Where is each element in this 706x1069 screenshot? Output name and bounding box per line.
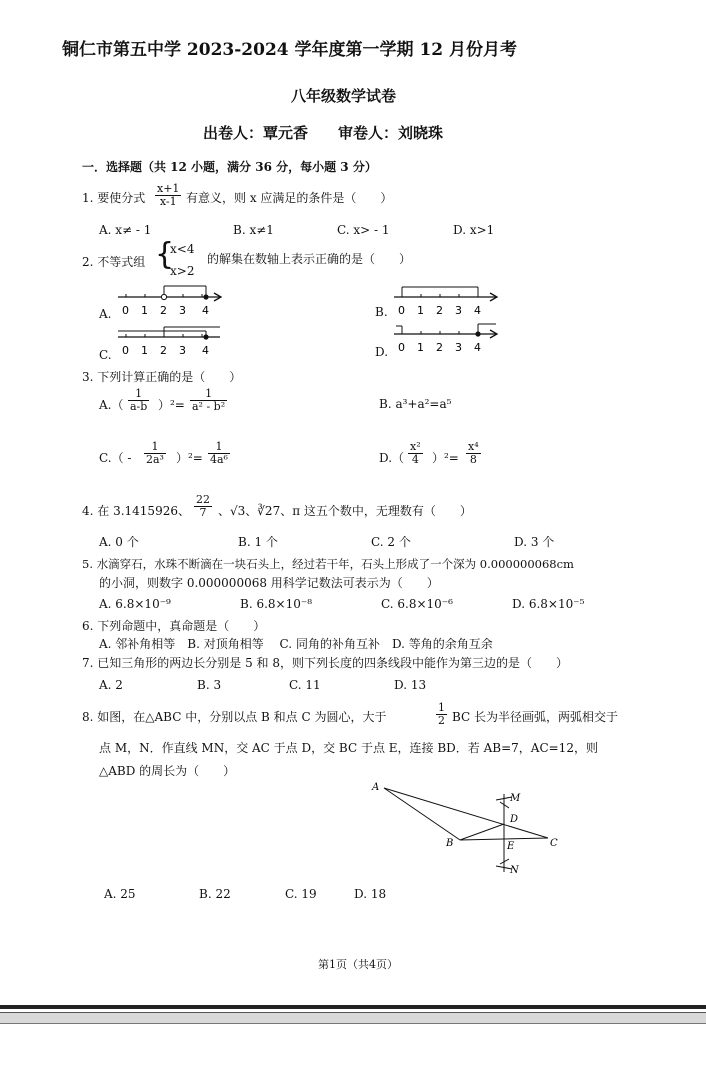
q8-tail: BC 长为半径画弧，两弧相交于 [452,710,619,724]
tick-label: 2 [160,304,167,317]
q8-option-a: A. 25 [104,887,136,901]
q4-option-c: C. 2 个 [371,535,411,549]
q7-option-a: A. 2 [99,678,123,692]
page-number: 第1页（共4页） [318,958,398,971]
q2-option-c-label: C. [99,348,112,362]
tick-label: 3 [455,304,462,317]
q3-a-result [190,388,227,413]
tick-label: 3 [455,341,462,354]
q3-a-rnum: 1 [190,388,227,401]
q3-c-rnum: 1 [208,441,230,454]
q4-option-a: A. 0 个 [99,535,139,549]
q3-d-mid: ）²= [432,451,459,465]
segment-ab [384,788,460,840]
q8-option-b: B. 22 [199,887,231,901]
q8-line-3: △ABD 的周长为（ ） [99,764,236,778]
q3-c-mid: ）²= [176,451,203,465]
q5-line-1: 5. 水滴穿石，水珠不断滴在一块石头上，经过若干年，石头上形成了一个深为 0.000000068cm [82,557,574,571]
q3-d-result [466,441,481,466]
tick-label: 2 [436,304,443,317]
q3-d-rnum: x⁴ [468,440,479,453]
tick-label: 1 [417,341,424,354]
q3-a-mid: ）²= [158,398,185,412]
q1-option-c: C. x> - 1 [337,223,390,237]
q2-ineq-2: x>2 [170,264,195,278]
q3-d-fraction [408,441,423,466]
tick-label: 1 [141,304,148,317]
q7-option-c: C. 11 [289,678,321,692]
q1-option-a: A. x≠ - 1 [99,223,152,237]
segment-ac [384,788,548,838]
label-e: E [507,841,515,852]
label-m: M [510,793,521,804]
q2-ineq-1: x<4 [170,242,195,256]
q7-option-b: B. 3 [197,678,222,692]
tick-label: 4 [474,304,481,317]
q3-a-rden: a² - b² [192,400,226,413]
tick-label: 1 [417,304,424,317]
triangle-figure [370,780,570,880]
q4-option-d: D. 3 个 [514,535,555,549]
exam-subtitle: 八年级数学试卷 [291,87,397,105]
q1-lead: 1. 要使分式 [82,191,146,205]
q8-option-d: D. 18 [354,887,387,901]
tick-label: 0 [122,344,129,357]
q3-c-result [208,441,230,466]
q1-fraction-num: x+1 [157,182,180,195]
q3-d-label: D.（ [379,451,405,465]
q3-c-label: C.（ - [99,451,132,465]
tick-label: 1 [141,344,148,357]
q3-option-b: B. a³+a²=a⁵ [379,397,452,411]
q8-fraction [436,702,447,727]
system-brace: { [155,237,175,272]
q7-option-d: D. 13 [394,678,427,692]
q2-option-d-label: D. [375,345,389,359]
label-d: D [510,814,519,825]
q3-a-fraction [128,388,149,413]
q3-c-den: 2a³ [146,453,164,466]
q2-option-a-label: A. [99,307,112,321]
q3-d-num: x² [410,440,421,453]
label-b: B [446,838,454,849]
page-gap [0,1012,706,1024]
q1-option-d: D. x>1 [453,223,495,237]
q3-d-den: 4 [411,453,419,466]
q4-fraction-den: 7 [199,506,207,519]
q4-fraction [194,494,212,519]
number-line-a [116,283,226,323]
q1-option-b: B. x≠1 [233,223,274,237]
tick-label: 0 [398,341,405,354]
label-c: C [550,838,558,849]
q2-lead: 2. 不等式组 [82,255,146,269]
exam-title: 铜仁市第五中学 2023-2024 学年度第一学期 12 月份月考 [62,40,518,60]
tick-label: 3 [179,344,186,357]
q5-option-d: D. 6.8×10⁻⁵ [512,597,585,611]
q5-option-b: B. 6.8×10⁻⁸ [240,597,312,611]
q2-option-b-label: B. [375,305,388,319]
q4-lead: 4. 在 3.1415926、 [82,504,190,518]
page-divider [0,1005,706,1009]
section-heading: 一．选择题（共 12 小题，满分 36 分，每小题 3 分） [82,160,377,174]
number-line-d [392,320,502,360]
segment-bd [460,824,504,840]
tick-label: 4 [202,344,209,357]
q7-stem: 7. 已知三角形的两边长分别是 5 和 8，则下列长度的四条线段中能作为第三边的是（ ） [82,656,568,670]
q3-a-num: 1 [128,388,149,401]
q3-stem: 3. 下列计算正确的是（ ） [82,370,242,384]
q8-fraction-den: 2 [438,714,445,727]
q5-option-c: C. 6.8×10⁻⁶ [381,597,453,611]
q3-c-num: 1 [144,441,166,454]
tick-label: 3 [179,304,186,317]
q2-tail: 的解集在数轴上表示正确的是（ ） [207,252,412,266]
q5-option-a: A. 6.8×10⁻⁹ [99,597,171,611]
tick-label: 4 [474,341,481,354]
tick-label: 0 [122,304,129,317]
tick-label: 0 [398,304,405,317]
q8-option-c: C. 19 [285,887,317,901]
q8-line-2: 点 M，N．作直线 MN，交 AC 于点 D，交 BC 于点 E，连接 BD．若 AB=7，AC=12，则 [99,741,598,755]
q6-options: A. 邻补角相等 B. 对顶角相等 C. 同角的补角互补 D. 等角的余角互余 [99,637,493,651]
q4-tail: 、√3、∛27、π 这五个数中，无理数有（ ） [218,504,472,518]
q3-d-rden: 8 [469,453,477,466]
q3-c-fraction [144,441,166,466]
q6-stem: 6. 下列命题中，真命题是（ ） [82,619,266,633]
tick-label: 2 [160,344,167,357]
q3-a-den: a-b [130,400,148,413]
label-a: A [372,782,380,793]
q4-option-b: B. 1 个 [238,535,278,549]
exam-authors: 出卷人：覃元香 审卷人：刘晓珠 [203,124,444,142]
q8-fraction-num: 1 [438,701,445,714]
q5-line-2: 的小洞，则数字 0.000000068 用科学记数法可表示为（ ） [99,576,439,590]
q3-c-rden: 4a⁶ [210,453,228,466]
number-line-b [392,283,502,323]
label-n: N [510,865,519,876]
q8-lead: 8. 如图，在△ABC 中，分别以点 B 和点 C 为圆心，大于 [82,710,387,724]
q1-tail: 有意义，则 x 应满足的条件是（ ） [186,191,393,205]
tick-label: 2 [436,341,443,354]
q4-fraction-num: 22 [196,493,210,506]
tick-label: 4 [202,304,209,317]
q1-fraction-den: x-1 [159,195,177,208]
q1-fraction [155,183,181,208]
q3-a-label: A.（ [99,398,124,412]
number-line-c [116,323,226,363]
